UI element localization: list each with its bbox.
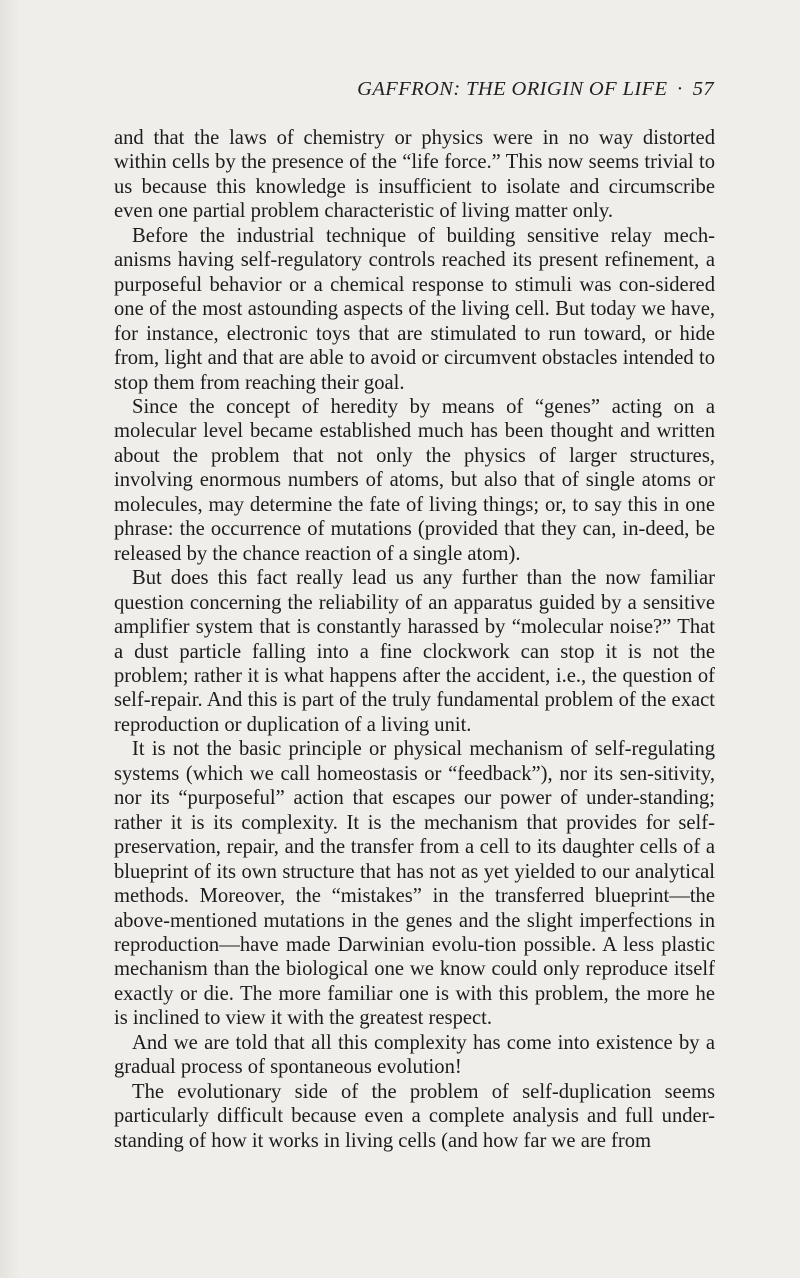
header-separator: · [676, 78, 684, 100]
paragraph-1: and that the laws of chemistry or physics were in no way distorted within cells by the presence of the “life force.” This now seems trivial to us because this knowledge is insufficient to isolate and circumscribe even one partial problem characteristic of living matter only. [114, 127, 715, 223]
paragraph-7: The evolutionary side of the problem of self-duplication seems particularly difficult because even a complete analysis and full under-standing of how it works in living cells (and how far we are from [114, 1080, 715, 1152]
body-text [114, 126, 715, 1153]
running-title: GAFFRON: THE ORIGIN OF LIFE [357, 78, 668, 100]
page-edge-shadow [0, 0, 20, 1278]
running-header [357, 78, 714, 101]
paragraph-3: Since the concept of heredity by means of “genes” acting on a molecular level became established much has been thought and written about the problem that not only the physics of larger structures, involving enormous numbers of atoms, but also that of single atoms or molecules, may determine the fate of living things; or, to say this in one phrase: the occurrence of mutations (provided that they can, in-deed, be released by the chance reaction of a single atom). [114, 395, 715, 565]
paragraph-5: It is not the basic principle or physical mechanism of self-regulating systems (which we call homeostasis or “feedback”), nor its sen-sitivity, nor its “purposeful” action that escapes our power of under-standing; rather it is its complexity. It is the mechanism that provides for self-preservation, repair, and the transfer from a cell to its daughter cells of a blueprint of its own structure that has not as yet yielded to our analytical methods. Moreover, the “mistakes” in the transferred blueprint—the above-mentioned mutations in the genes and the slight imperfections in reproduction—have made Darwinian evolu-tion possible. A less plastic mechanism than the biological one we know could only reproduce itself exactly or die. The more familiar one is with this problem, the more he is inclined to view it with the greatest respect. [114, 738, 715, 1030]
paragraph-4: But does this fact really lead us any further than the now familiar question concerning the reliability of an apparatus guided by a sensitive amplifier system that is constantly harassed by “molecular noise?” That a dust particle falling into a fine clockwork can stop it is not the problem; rather it is what happens after the accident, i.e., the question of self-repair. And this is part of the truly fundamental problem of the exact reproduction or duplication of a living unit. [114, 567, 715, 736]
paragraph-6: And we are told that all this complexity has come into existence by a gradual process of spontaneous evolution! [114, 1031, 715, 1079]
page-number: 57 [692, 78, 714, 100]
paragraph-2: Before the industrial technique of building sensitive relay mech-anisms having self-regulatory controls reached its present refinement, a purposeful behavior or a chemical response to stimuli was con-sidered one of the most astounding aspects of the living cell. But today we have, for instance, electronic toys that are stimulated to run toward, or hide from, light and that are able to avoid or circumvent obstacles intended to stop them from reaching their goal. [114, 224, 715, 394]
